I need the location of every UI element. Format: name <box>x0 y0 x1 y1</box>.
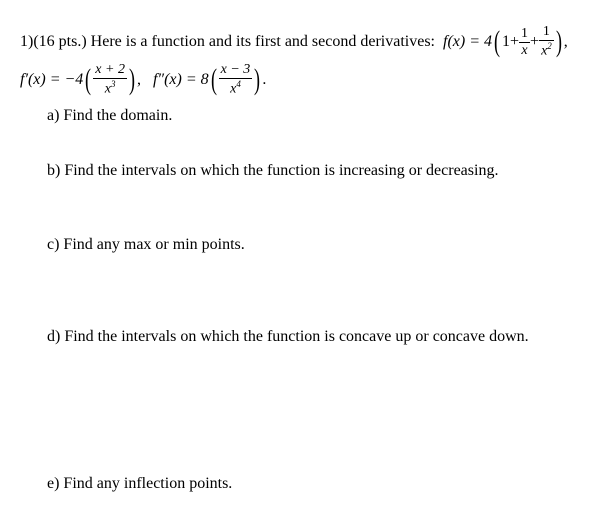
f-label: f(x) = 4 <box>443 33 492 50</box>
f-plus: + <box>530 33 540 50</box>
part-e: e) Find any inflection points. <box>47 475 233 492</box>
open-paren: ( <box>85 63 92 96</box>
part-c: c) Find any max or min points. <box>47 236 245 253</box>
f-prime-fraction <box>93 63 127 97</box>
problem-header-text: 1)(16 pts.) Here is a function and its first and second derivatives: <box>20 33 435 50</box>
f-inner-one: 1+ <box>502 33 520 50</box>
f-function-expression <box>443 25 568 59</box>
f-prime-tail: , <box>136 71 141 88</box>
part-a: a) Find the domain. <box>47 107 173 124</box>
f-prime-numerator: x + 2 <box>95 62 125 78</box>
f-prime-expression <box>20 63 141 97</box>
f-double-prime-expression <box>153 63 266 97</box>
f-frac2-numerator: 1 <box>542 24 550 40</box>
f-prime-denominator: $x^3$ <box>104 79 116 97</box>
f-frac1-numerator: 1 <box>521 25 529 41</box>
f-double-prime-numerator: x − 3 <box>220 62 251 78</box>
part-d: d) Find the intervals on which the function is concave up or concave down. <box>47 328 529 345</box>
problem-header-line <box>20 22 568 62</box>
f-double-prime-fraction <box>219 63 253 97</box>
f-frac1-denominator: x <box>521 42 528 58</box>
f-double-prime-denominator: $x^4$ <box>230 79 241 97</box>
f-prime-label: f′(x) = −4 <box>20 71 84 88</box>
f-frac2-denominator: $x^2$ <box>541 41 552 59</box>
f-double-prime-tail: . <box>262 71 267 88</box>
f-double-prime-label: f″(x) = 8 <box>152 71 209 88</box>
close-paren: ) <box>555 25 562 58</box>
open-paren: ( <box>210 63 217 96</box>
f-fraction-1 <box>519 27 530 58</box>
f-tail: , <box>563 33 568 50</box>
part-b: b) Find the intervals on which the function is increasing or decreasing. <box>47 162 499 179</box>
open-paren: ( <box>494 25 500 58</box>
close-paren: ) <box>128 63 135 96</box>
derivatives-line <box>20 60 266 100</box>
close-paren: ) <box>254 63 261 96</box>
f-fraction-2 <box>539 25 554 59</box>
